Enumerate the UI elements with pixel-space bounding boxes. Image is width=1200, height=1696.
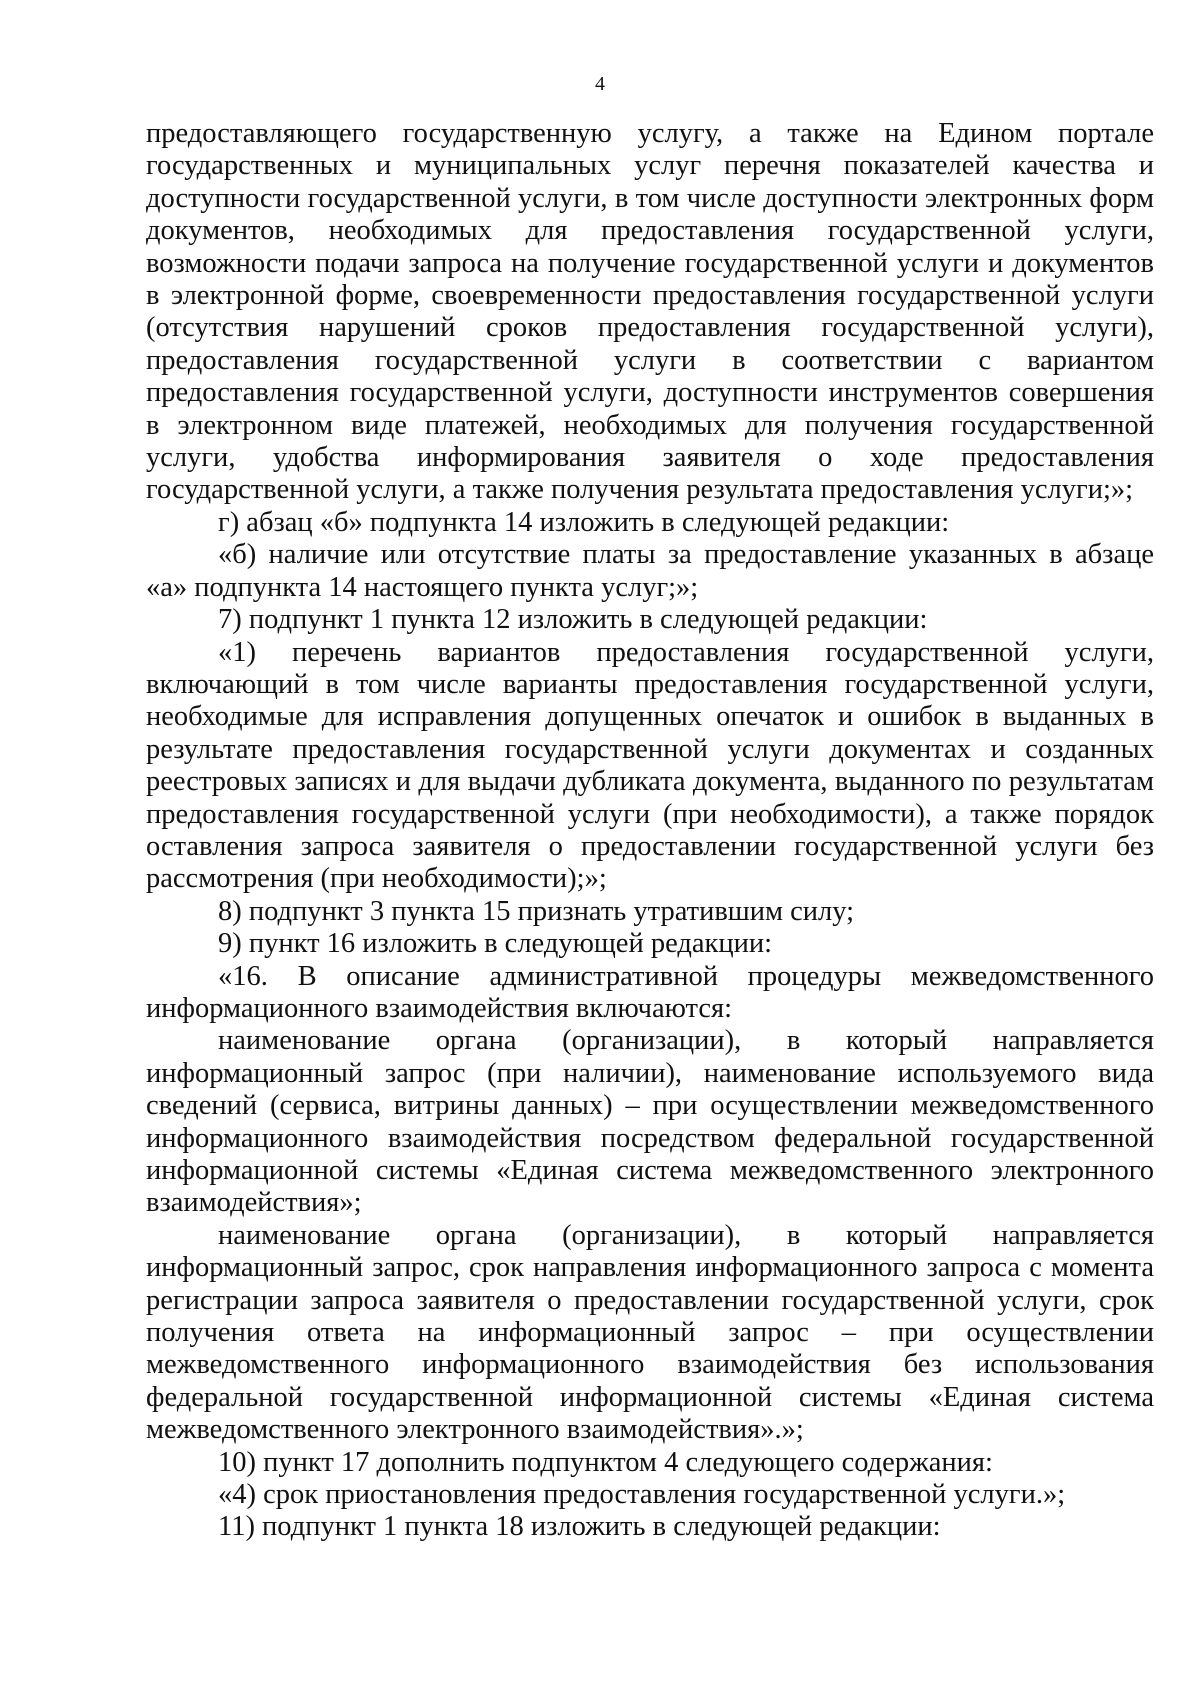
paragraph-item-9: 9) пункт 16 изложить в следующей редакции: [218, 928, 773, 960]
paragraph-continuation: предоставляющего государственную услугу, а также на Едином портале государственных и муниципальных услуг перечня показателей качества и доступности государственной услуги, в том числе доступности электронных форм документов, необходимых для предоставления государственной услуги, возможности подачи запроса на получение государственной услуги и документов в электронной форме, своевременности предоставления государственной услуги (отсутствия нарушений сроков предоставления государственной услуги), предоставления государственной услуги в соответствии с вариантом предоставления государственной услуги, доступности инструментов совершения в электронном виде платежей, необходимых для получения государственной услуги, удобства информирования заявителя о ходе предоставления государственной услуги, а также получения результата предоставления услуги;»; [146, 118, 1154, 506]
page-number: 4 [595, 73, 605, 95]
paragraph-item-10: 10) пункт 17 дополнить подпунктом 4 следующего содержания: [218, 1446, 993, 1478]
paragraph-naimenovanie-2: наименование органа (организации), в который направляется информационный запрос, срок направления информационного запроса с момента регистрации запроса заявителя о предоставлении государственной услуги, срок получения ответа на информационный запрос – при осуществлении межведомственного информационного взаимодействия без использования федеральной государственной информационной системы «Единая система межведомственного электронного взаимодействия».»; [146, 1219, 1154, 1446]
paragraph-quote-16: «16. В описание административной процедуры межведомственного информационного взаимодействия включаются: [146, 960, 1154, 1024]
paragraph-quote-4: «4) срок приостановления предоставления государственной услуги.»; [218, 1479, 1066, 1511]
paragraph-item-7: 7) подпункт 1 пункта 12 изложить в следующей редакции: [218, 604, 928, 636]
document-body [146, 118, 1154, 1544]
paragraph-naimenovanie-1: наименование органа (организации), в который направляется информационный запрос (при наличии), наименование используемого вида сведений (сервиса, витрины данных) – при осуществлении межведомственного информационного взаимодействия посредством федеральной государственной информационной системы «Единая система межведомственного электронного взаимодействия»; [146, 1025, 1154, 1219]
paragraph-item-11: 11) подпункт 1 пункта 18 изложить в следующей редакции: [218, 1511, 941, 1543]
paragraph-item-g: г) абзац «б» подпункта 14 изложить в следующей редакции: [218, 506, 950, 538]
paragraph-quote-1: «1) перечень вариантов предоставления государственной услуги, включающий в том числе варианты предоставления государственной услуги, необходимые для исправления допущенных опечаток и ошибок в выданных в результате предоставления государственной услуги документах и созданных реестровых записях и для выдачи дубликата документа, выданного по результатам предоставления государственной услуги (при необходимости), а также порядок оставления запроса заявителя о предоставлении государственной услуги без рассмотрения (при необходимости);»; [146, 636, 1154, 895]
paragraph-item-8: 8) подпункт 3 пункта 15 признать утратившим силу; [218, 895, 855, 927]
paragraph-quote-b: «б) наличие или отсутствие платы за предоставление указанных в абзаце «а» подпункта 14 настоящего пункта услуг;»; [146, 539, 1154, 603]
